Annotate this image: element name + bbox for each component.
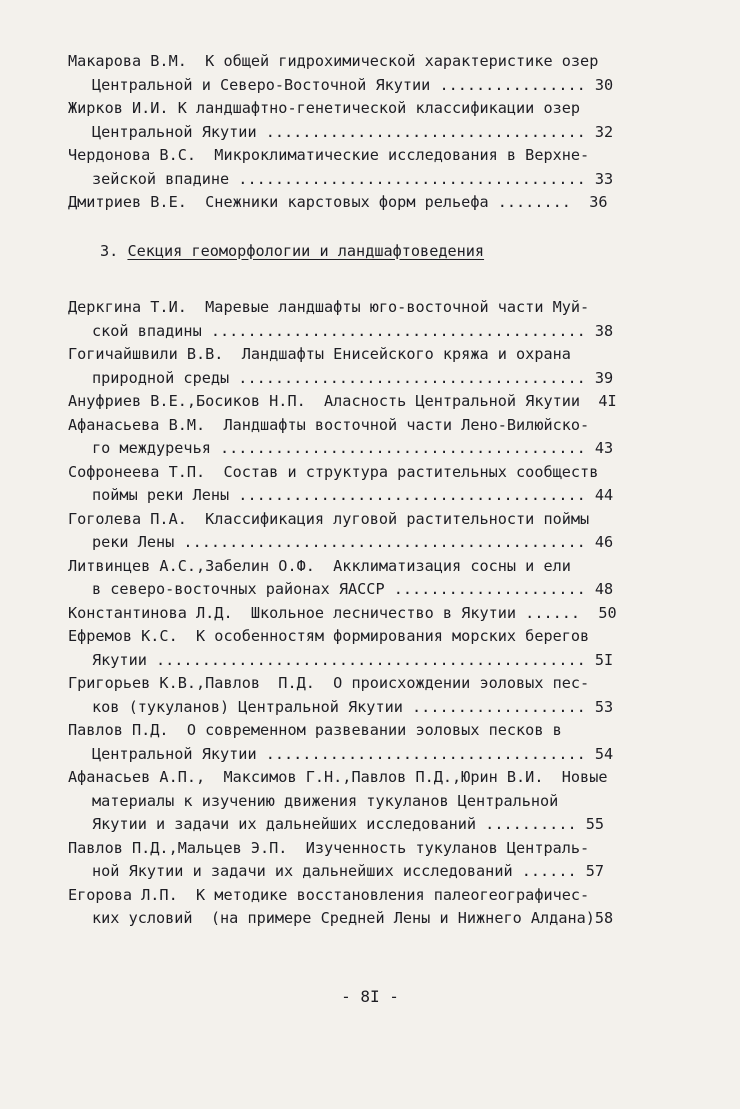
entry-continuation-line: природной среды ...................................... 39: [92, 368, 614, 387]
entry-first-line: Дмитриев В.Е. Снежники карстовых форм рельефа ........ 36: [68, 193, 608, 211]
entry-continuation-line: Центральной Якутии ................................... 54: [92, 744, 614, 763]
section-title: Секция геоморфологии и ландшафтоведения: [127, 241, 485, 260]
toc-entry: [68, 766, 668, 837]
toc-entry: [68, 555, 668, 602]
entry-first-line: Чердонова В.С. Микроклиматические исследования в Верхне-: [68, 146, 590, 164]
toc-entry: [68, 719, 668, 766]
entry-first-line: Макарова В.М. К общей гидрохимической характеристике озер: [68, 52, 599, 70]
entry-continuation-line: поймы реки Лены ...................................... 44: [92, 486, 614, 504]
toc-entry: [68, 296, 668, 343]
entry-continuation-line: ков (тукуланов) Центральной Якутии ................... 53: [92, 697, 614, 716]
toc-entry: [68, 343, 668, 390]
entry-first-line: Ефремов К.С. К особенностям формирования морских берегов: [68, 627, 590, 645]
entry-continuation-line: реки Лены ............................................ 46: [92, 533, 614, 551]
toc-entry: [68, 390, 668, 414]
entry-first-line: Гоголева П.А. Классификация луговой растительности поймы: [68, 509, 590, 528]
entry-continuation-line: Центральной Якутии ................................... 32: [92, 122, 614, 141]
entry-first-line: Афанасьева В.М. Ландшафты восточной части Лено-Вилюйско-: [68, 415, 590, 434]
section-number: 3.: [100, 241, 119, 260]
section-a-entries: [68, 50, 668, 215]
toc-entry: [68, 508, 668, 555]
entry-continuation-line: го междуречья ........................................ 43: [92, 439, 614, 457]
toc-entry: [68, 884, 668, 931]
toc-entry: [68, 144, 668, 191]
entry-continuation-line: ких условий (на примере Средней Лены и Нижнего Алдана)58: [92, 909, 614, 927]
entry-first-line: Жирков И.И. К ландшафтно-генетической классификации озер: [68, 99, 581, 117]
section-b-entries: [68, 296, 668, 931]
page-number: - 8I -: [341, 987, 399, 1006]
toc-entry: [68, 672, 668, 719]
entry-first-line: Гогичайшвили В.В. Ландшафты Енисейского кряжа и охрана: [68, 345, 571, 363]
entry-continuation-line: Центральной и Северо-Восточной Якутии ................ 30: [92, 75, 614, 94]
entry-first-line: Григорьев К.В.,Павлов П.Д. О происхождении эоловых пес-: [68, 674, 590, 692]
entry-first-line: Павлов П.Д. О современном развевании эоловых песков в: [68, 721, 562, 739]
entry-first-line: Деркгина Т.И. Маревые ландшафты юго-восточной части Муй-: [68, 298, 590, 316]
entry-continuation-line: Якутии и задачи их дальнейших исследований .......... 55: [92, 815, 605, 833]
entry-first-line: Ануфриев В.Е.,Босиков Н.П. Аласность Центральной Якутии 4I: [68, 392, 617, 410]
entry-first-line: Литвинцев А.С.,Забелин О.Ф. Акклиматизация сосны и ели: [68, 556, 571, 575]
entry-continuation-line: ской впадины ......................................... 38: [92, 321, 614, 340]
entry-first-line: Софронеева Т.П. Состав и структура растительных сообществ: [68, 462, 599, 481]
toc-entry: [68, 97, 668, 144]
entry-continuation-line: зейской впадине ...................................... 33: [92, 169, 614, 188]
toc-entry: [68, 461, 668, 508]
section-heading: [100, 240, 668, 264]
entry-continuation-line: ной Якутии и задачи их дальнейших исследований ...... 57: [92, 862, 605, 880]
entry-continuation-line: в северо-восточных районах ЯАССР ..................... 48: [92, 580, 614, 598]
entry-first-line: Афанасьев А.П., Максимов Г.Н.,Павлов П.Д.,Юрин В.И. Новые: [68, 768, 608, 786]
toc-entry: [68, 837, 668, 884]
toc-entry: [68, 50, 668, 97]
table-of-contents: [68, 50, 668, 931]
toc-entry: [68, 602, 668, 626]
entry-continuation-line: материалы к изучению движения тукуланов Центральной: [92, 791, 559, 810]
entry-first-line: Константинова Л.Д. Школьное лесничество в Якутии ...... 50: [68, 603, 617, 622]
toc-entry: [68, 414, 668, 461]
entry-first-line: Павлов П.Д.,Мальцев Э.П. Изученность тукуланов Централь-: [68, 838, 590, 857]
entry-first-line: Егорова Л.П. К методике восстановления палеогеографичес-: [68, 885, 590, 904]
toc-entry: [68, 191, 668, 215]
toc-entry: [68, 625, 668, 672]
entry-continuation-line: Якутии ............................................... 5I: [92, 650, 614, 669]
